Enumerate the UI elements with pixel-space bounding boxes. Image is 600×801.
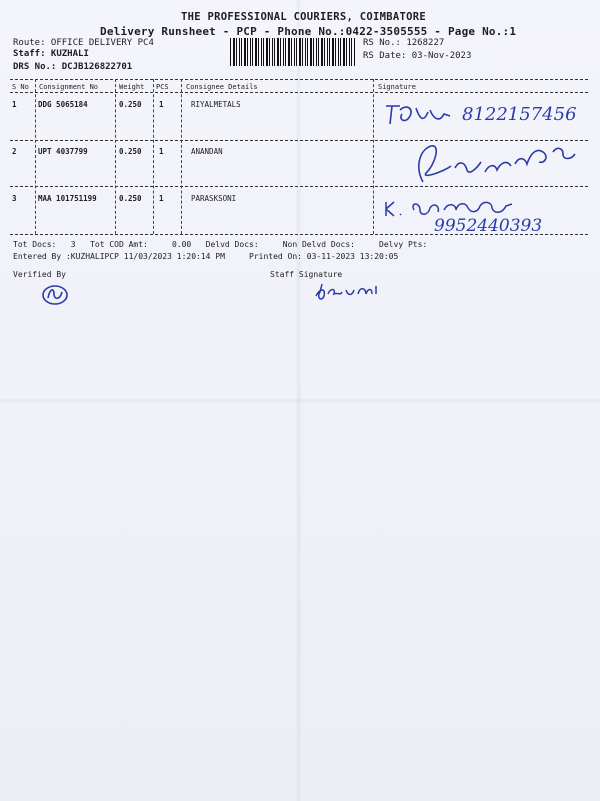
- totals-summary: Tot Docs: 3 Tot COD Amt: 0.00 Delvd Docs: Non Delvd Docs: Delvy Pts:: [13, 240, 428, 249]
- row-weight: 0.250: [119, 194, 142, 203]
- column-divider: [373, 79, 374, 234]
- table-top-rule: [10, 79, 588, 80]
- row-weight: 0.250: [119, 147, 142, 156]
- column-divider: [181, 79, 182, 234]
- column-header-consignment: Consignment No: [39, 83, 99, 91]
- row-sno: 2: [12, 147, 17, 156]
- barcode: [230, 38, 355, 66]
- column-header-signature: Signature: [378, 83, 416, 91]
- column-header-weight: Weight: [119, 83, 145, 91]
- rs-date: RS Date: 03-Nov-2023: [363, 51, 472, 61]
- column-divider: [153, 79, 154, 234]
- row-sno: 3: [12, 194, 17, 203]
- column-divider: [35, 79, 36, 234]
- staff: Staff: KUZHALI: [13, 49, 89, 59]
- row-consignment: UPT 4037799: [38, 147, 88, 156]
- staff-signature-label: Staff Signature: [270, 270, 343, 279]
- row-pcs: 1: [159, 100, 164, 109]
- row-consignee: ANANDAN: [191, 147, 223, 156]
- signature-phone: 8122157456: [462, 104, 577, 125]
- column-header-consignee: Consignee Details: [186, 83, 258, 91]
- rs-number: RS No.: 1268227: [363, 38, 445, 48]
- row-separator: [10, 186, 588, 187]
- row-consignment: MAA 101751199: [38, 194, 97, 203]
- row-consignment: DDG 5065184: [38, 100, 88, 109]
- drs-number: DRS No.: DCJB126822701: [13, 62, 133, 72]
- row-sno: 1: [12, 100, 17, 109]
- column-divider: [115, 79, 116, 234]
- verified-by-label: Verified By: [13, 270, 66, 279]
- signature-scribble: [380, 100, 460, 130]
- route: Route: OFFICE DELIVERY PC4: [13, 38, 154, 48]
- column-header-pcs: PCS: [156, 83, 169, 91]
- row-weight: 0.250: [119, 100, 142, 109]
- table-header-rule: [10, 92, 588, 93]
- company-name: THE PROFESSIONAL COURIERS, COIMBATORE: [181, 11, 426, 23]
- signature-scribble: [385, 138, 585, 186]
- staff-signature-scribble: [312, 280, 382, 304]
- row-consignee: RIYALMETALS: [191, 100, 241, 109]
- row-consignee: PARASKSONI: [191, 194, 237, 203]
- signature-phone: 9952440393: [434, 216, 543, 236]
- verification-stamp-icon: [38, 282, 72, 308]
- row-pcs: 1: [159, 147, 164, 156]
- column-header-sno: S No: [12, 83, 29, 91]
- document-title: Delivery Runsheet - PCP - Phone No.:0422-3505555 - Page No.:1: [100, 25, 517, 38]
- row-pcs: 1: [159, 194, 164, 203]
- entry-details: Entered By :KUZHALIPCP 11/03/2023 1:20:14 PM Printed On: 03-11-2023 13:20:05: [13, 252, 399, 261]
